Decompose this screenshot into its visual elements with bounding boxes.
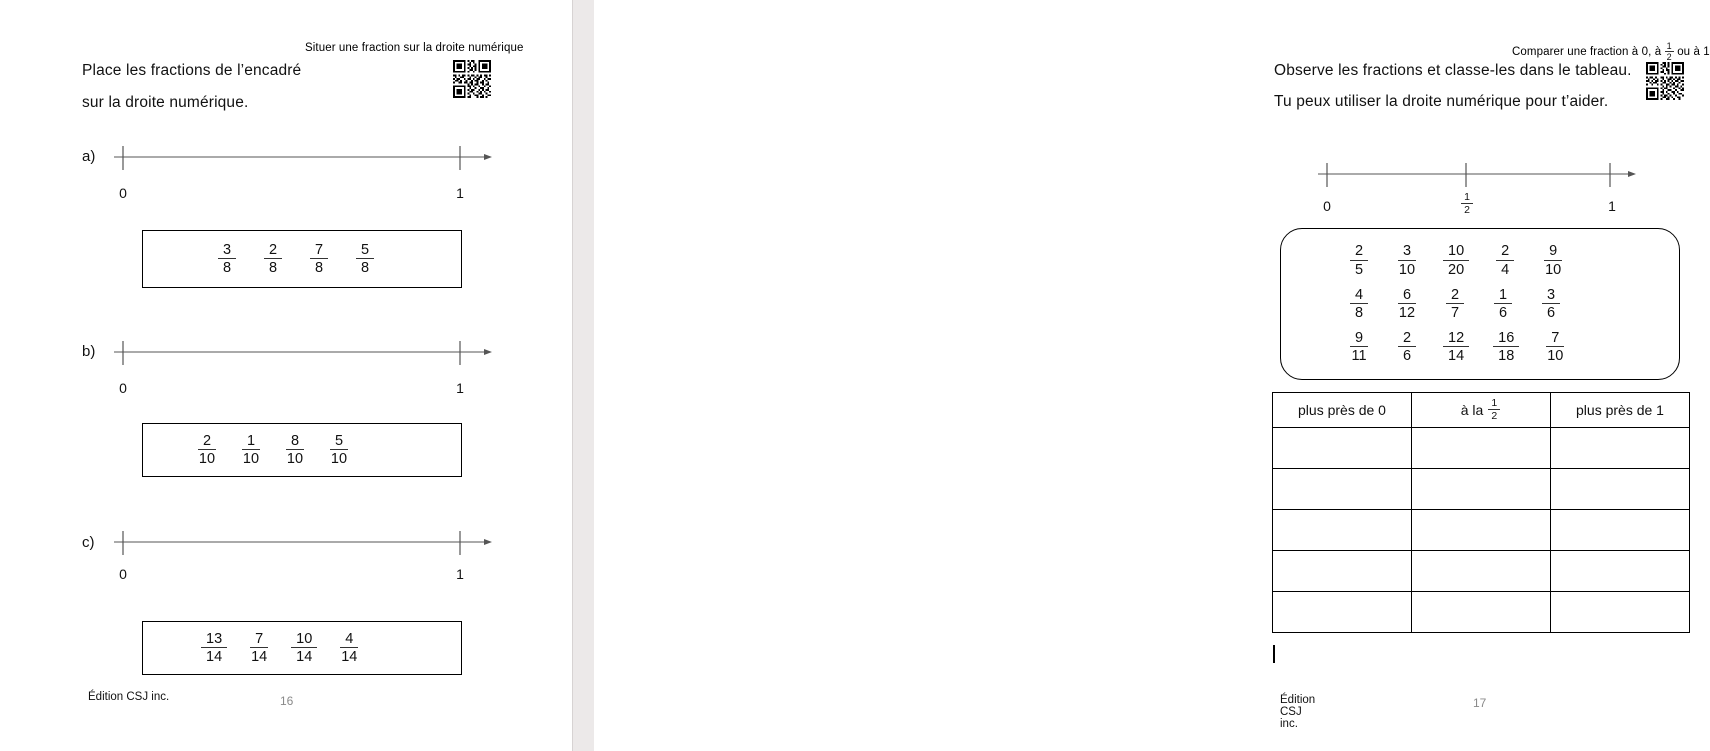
fraction-numerator: 9 <box>1350 330 1368 347</box>
table-cell-half[interactable] <box>1412 551 1551 592</box>
table-cell-near-one[interactable] <box>1551 551 1690 592</box>
fraction-numerator: 2 <box>1496 243 1514 260</box>
table-cell-near-zero[interactable] <box>1273 510 1412 551</box>
fraction-denominator: 14 <box>206 649 223 665</box>
fraction-numerator: 7 <box>1546 330 1564 347</box>
fraction-numerator: 4 <box>340 631 358 648</box>
fraction-numerator: 2 <box>264 242 282 259</box>
fraction-denominator: 10 <box>242 451 260 467</box>
fraction-denominator: 6 <box>1546 305 1556 321</box>
fraction-numerator: 10 <box>291 631 317 648</box>
fraction-denominator: 14 <box>1448 348 1465 365</box>
fraction-numerator: 8 <box>286 433 304 450</box>
table-cell-near-zero[interactable] <box>1273 428 1412 469</box>
fraction-numerator: 1 <box>1461 192 1473 204</box>
fraction-box-a <box>142 230 462 288</box>
fraction-numerator: 5 <box>356 242 374 259</box>
table-header-label: plus près de 1 <box>1576 402 1664 418</box>
number-line-b <box>112 341 494 373</box>
fraction-row <box>143 242 377 276</box>
right-instruction-line-1: Observe les fractions et classe-les dans le tableau. <box>1274 62 1632 79</box>
qr-code-icon[interactable] <box>453 60 491 98</box>
table-cell-near-one[interactable] <box>1551 592 1690 633</box>
fraction-denominator: 14 <box>341 649 358 665</box>
fraction-numerator: 13 <box>201 631 227 648</box>
fraction-denominator: 10 <box>330 451 348 467</box>
right-sheet-title-part1: Comparer une fraction à 0, à <box>1512 46 1662 58</box>
fraction-numerator: 5 <box>330 433 348 450</box>
fraction-item <box>247 631 271 665</box>
fraction-pool-box <box>1280 228 1680 380</box>
fraction-row <box>143 631 361 665</box>
text-cursor <box>1273 645 1275 663</box>
number-line-c-label-end: 1 <box>456 566 464 582</box>
fraction-item <box>1493 243 1517 277</box>
fraction-denominator: 10 <box>198 451 216 467</box>
left-sheet-title: Situer une fraction sur la droite numérique <box>305 42 524 54</box>
table-cell-half[interactable] <box>1412 510 1551 551</box>
fraction-item <box>1493 330 1519 364</box>
fraction-pool-row <box>1281 287 1679 321</box>
table-row <box>1273 469 1690 510</box>
fraction-item <box>307 242 331 276</box>
number-line-reference-label-end: 1 <box>1608 198 1616 214</box>
number-line-reference <box>1316 163 1638 195</box>
fraction-pool-row <box>1281 243 1679 277</box>
number-line-c <box>112 531 494 563</box>
exercise-letter-a: a) <box>82 148 96 165</box>
fraction-item <box>337 631 361 665</box>
table-cell-near-one[interactable] <box>1551 428 1690 469</box>
fraction-denominator: 8 <box>314 260 324 276</box>
fraction-denominator: 10 <box>1545 261 1562 278</box>
fraction-numerator: 2 <box>1446 287 1464 304</box>
table-cell-near-one[interactable] <box>1551 469 1690 510</box>
fraction-numerator: 1 <box>1666 41 1672 51</box>
fraction-item <box>1347 287 1371 321</box>
fraction-denominator: 20 <box>1448 261 1465 278</box>
fraction-item <box>1443 243 1469 277</box>
number-line-reference-label-half <box>1452 192 1482 216</box>
number-line-a <box>112 146 494 178</box>
fraction-denominator: 2 <box>1666 52 1672 62</box>
table-row <box>1273 428 1690 469</box>
table-cell-half[interactable] <box>1412 469 1551 510</box>
right-sheet-title-part2: ou à 1 <box>1677 46 1710 58</box>
fraction-denominator: 8 <box>222 260 232 276</box>
left-instruction-line-2: sur la droite numérique. <box>82 94 249 111</box>
number-line-b-label-end: 1 <box>456 380 464 396</box>
fraction-numerator: 4 <box>1350 287 1368 304</box>
table-cell-near-one[interactable] <box>1551 510 1690 551</box>
fraction-item <box>353 242 377 276</box>
fraction-item <box>1443 287 1467 321</box>
table-header-half <box>1412 393 1551 428</box>
fraction-item <box>1539 287 1563 321</box>
fraction-item <box>1395 287 1419 321</box>
fraction-item <box>1543 330 1567 364</box>
fraction-box-b <box>142 423 462 477</box>
fraction-denominator: 10 <box>1398 261 1416 278</box>
fraction-denominator: 10 <box>286 451 304 467</box>
table-header-near-zero <box>1273 393 1412 428</box>
fraction-item <box>239 433 263 467</box>
right-page <box>594 0 1710 751</box>
fraction-numerator: 2 <box>1398 330 1416 347</box>
right-footer-publisher: Édition CSJ inc. <box>1280 694 1316 730</box>
fraction-denominator: 11 <box>1351 348 1367 365</box>
fraction-denominator: 6 <box>1402 348 1412 365</box>
fraction-denominator: 4 <box>1501 261 1510 278</box>
fraction-item <box>1347 330 1371 364</box>
fraction-numerator: 7 <box>310 242 328 259</box>
fraction-item <box>327 433 351 467</box>
fraction-item <box>1443 330 1469 364</box>
table-cell-near-zero[interactable] <box>1273 551 1412 592</box>
table-row <box>1273 510 1690 551</box>
table-header-near-one <box>1551 393 1690 428</box>
fraction-row <box>143 433 351 467</box>
fraction-item <box>1347 243 1371 277</box>
fraction-numerator: 16 <box>1493 330 1519 347</box>
page-gutter <box>572 0 596 751</box>
table-header-label: plus près de 0 <box>1298 402 1386 418</box>
table-row <box>1273 592 1690 633</box>
fraction-numerator: 2 <box>198 433 216 450</box>
table-cell-half[interactable] <box>1412 428 1551 469</box>
fraction-numerator: 1 <box>1488 398 1500 410</box>
fraction-item <box>1395 243 1419 277</box>
fraction-denominator: 7 <box>1450 305 1460 321</box>
fraction-denominator: 8 <box>360 260 370 276</box>
left-footer-publisher: Édition CSJ inc. <box>88 691 170 703</box>
fraction-item <box>1491 287 1515 321</box>
right-sheet-title <box>1512 42 1710 62</box>
sheet-title-fraction <box>1664 42 1674 62</box>
fraction-numerator: 7 <box>250 631 268 648</box>
classification-table <box>1272 392 1690 633</box>
fraction-denominator: 2 <box>1491 410 1498 422</box>
fraction-denominator: 14 <box>251 649 268 665</box>
table-header-label: à la <box>1460 402 1484 418</box>
fraction-item <box>283 433 307 467</box>
table-header-row <box>1273 393 1690 428</box>
fraction-item <box>201 631 227 665</box>
fraction-numerator: 12 <box>1443 330 1469 347</box>
fraction-denominator: 6 <box>1498 305 1508 321</box>
fraction-box-c <box>142 621 462 675</box>
fraction-numerator: 6 <box>1398 287 1416 304</box>
left-page-number: 16 <box>280 694 294 708</box>
fraction-item <box>195 433 219 467</box>
fraction-item <box>215 242 239 276</box>
fraction-pool-row <box>1281 330 1679 364</box>
fraction-item <box>261 242 285 276</box>
table-cell-half[interactable] <box>1412 592 1551 633</box>
fraction-numerator: 3 <box>1398 243 1416 260</box>
number-line-reference-label-start: 0 <box>1323 198 1331 214</box>
fraction-denominator: 10 <box>1547 348 1564 365</box>
right-instruction-line-2: Tu peux utiliser la droite numérique pour t’aider. <box>1274 93 1609 110</box>
fraction-item <box>291 631 317 665</box>
fraction-denominator: 12 <box>1398 305 1416 321</box>
fraction-denominator: 5 <box>1354 261 1364 278</box>
fraction-denominator: 14 <box>296 649 313 665</box>
fraction-numerator: 1 <box>242 433 260 450</box>
table-row <box>1273 551 1690 592</box>
table-cell-near-zero[interactable] <box>1273 592 1412 633</box>
table-header-fraction <box>1487 398 1501 422</box>
table-cell-near-zero[interactable] <box>1273 469 1412 510</box>
fraction-denominator: 8 <box>268 260 278 276</box>
fraction-numerator: 10 <box>1443 243 1469 260</box>
fraction-item <box>1541 243 1565 277</box>
fraction-denominator: 18 <box>1498 348 1515 365</box>
left-instruction-line-1: Place les fractions de l’encadré <box>82 62 302 79</box>
number-line-a-label-start: 0 <box>119 185 127 201</box>
qr-code-icon[interactable] <box>1646 62 1684 100</box>
exercise-letter-b: b) <box>82 343 96 360</box>
fraction-denominator: 2 <box>1464 204 1470 217</box>
left-page <box>0 0 572 751</box>
fraction-numerator: 1 <box>1494 287 1512 304</box>
number-line-b-label-start: 0 <box>119 380 127 396</box>
fraction-item <box>1460 192 1474 216</box>
exercise-letter-c: c) <box>82 534 95 551</box>
fraction-numerator: 9 <box>1544 243 1562 260</box>
fraction-item <box>1395 330 1419 364</box>
number-line-c-label-start: 0 <box>119 566 127 582</box>
table-body <box>1273 428 1690 633</box>
right-page-number: 17 <box>1473 696 1487 710</box>
fraction-denominator: 8 <box>1354 305 1364 321</box>
number-line-a-label-end: 1 <box>456 185 464 201</box>
fraction-numerator: 3 <box>1542 287 1560 304</box>
fraction-numerator: 2 <box>1350 243 1368 260</box>
fraction-numerator: 3 <box>218 242 236 259</box>
